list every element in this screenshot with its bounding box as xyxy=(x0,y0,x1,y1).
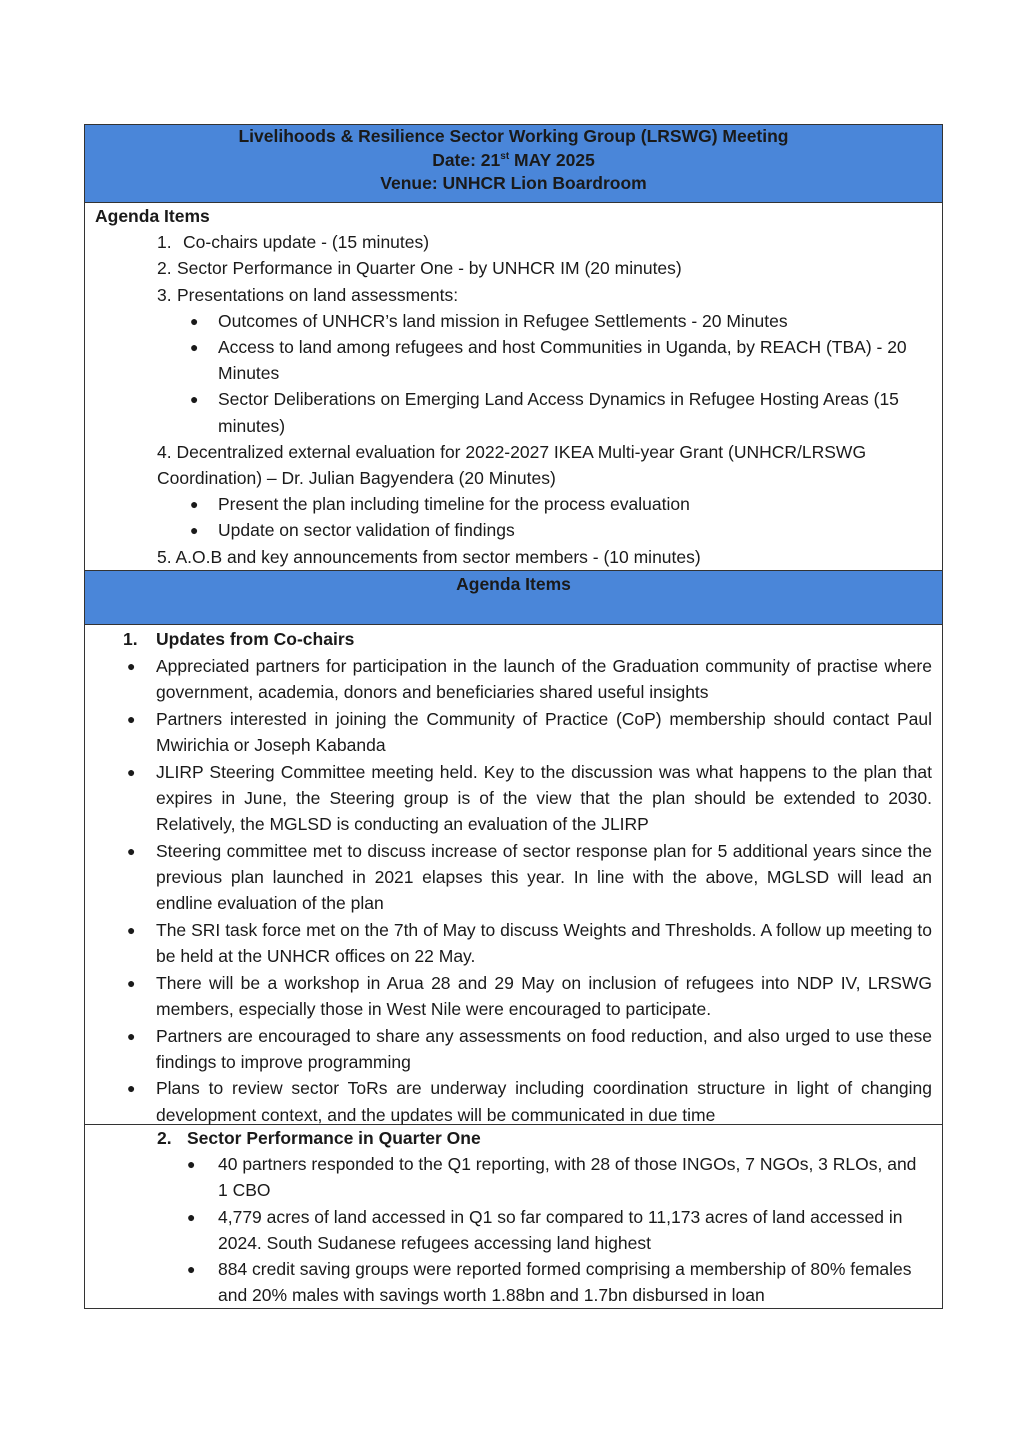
agenda-item-3-bullet: ● Outcomes of UNHCR’s land mission in Refugee Settlements - 20 Minutes xyxy=(95,308,932,334)
update-bullet: ● Partners are encouraged to share any assessments on food reduction, and also urged to use these findings to improve programming xyxy=(123,1023,932,1075)
bullet-icon: ● xyxy=(127,974,136,991)
bullet-icon: ● xyxy=(190,522,199,539)
agenda-item-4-bullet: ● Present the plan including timeline for the process evaluation xyxy=(95,491,932,517)
bullet-icon: ● xyxy=(190,496,199,513)
performance-heading: 2. Sector Performance in Quarter One xyxy=(157,1128,481,1148)
agenda-item-4: 4. Decentralized external evaluation for 2022-2027 IKEA Multi-year Grant (UNHCR/LRSWG Coordination) – Dr. Julian Bagyendera (20 Minutes) xyxy=(157,441,867,489)
agenda-item-4-bullet: ● Update on sector validation of findings xyxy=(95,517,932,543)
agenda-title: Agenda Items xyxy=(95,206,210,226)
update-bullet: ● Partners interested in joining the Community of Practice (CoP) membership should contact Paul Mwirichia or Joseph Kabanda xyxy=(123,706,932,758)
agenda-items-band xyxy=(85,571,942,625)
agenda-item-5: 5. A.O.B and key announcements from sector members - (10 minutes) xyxy=(157,546,701,567)
bullet-icon: ● xyxy=(127,1027,136,1044)
bullet-icon: ● xyxy=(190,339,199,356)
agenda-item-3-bullet: ● Sector Deliberations on Emerging Land Access Dynamics in Refugee Hosting Areas (15 minutes) xyxy=(95,386,932,438)
bullet-icon: ● xyxy=(187,1208,196,1225)
agenda-item-3-bullet: ● Access to land among refugees and host Communities in Uganda, by REACH (TBA) - 20 Minutes xyxy=(95,334,932,386)
agenda-item-3: 3. Presentations on land assessments: xyxy=(157,284,459,305)
performance-bullet: ● 4,779 acres of land accessed in Q1 so far compared to 11,173 acres of land accessed in 2024. South Sudanese refugees accessing land highest xyxy=(157,1204,932,1256)
updates-heading: 1. Updates from Co-chairs xyxy=(123,629,355,649)
bullet-icon: ● xyxy=(127,921,136,938)
minutes-table xyxy=(84,124,943,1309)
meeting-header xyxy=(85,125,942,203)
agenda-section xyxy=(85,203,942,571)
performance-bullet: ● 40 partners responded to the Q1 reporting, with 28 of those INGOs, 7 NGOs, 3 RLOs, and 1 CBO xyxy=(157,1151,932,1203)
update-bullet: ● Plans to review sector ToRs are underway including coordination structure in light of changing development context, and the updates will be communicated in due time xyxy=(123,1075,932,1127)
bullet-icon: ● xyxy=(127,763,136,780)
agenda-item-2: 2. Sector Performance in Quarter One - by UNHCR IM (20 minutes) xyxy=(157,258,682,279)
update-bullet: ● The SRI task force met on the 7th of May to discuss Weights and Thresholds. A follow up meeting to be held at the UNHCR offices on 22 May. xyxy=(123,917,932,969)
bullet-icon: ● xyxy=(127,657,136,674)
bullet-icon: ● xyxy=(190,391,199,408)
bullet-icon: ● xyxy=(190,312,199,329)
updates-section xyxy=(85,625,942,1125)
bullet-icon: ● xyxy=(127,710,136,727)
bullet-icon: ● xyxy=(127,842,136,859)
agenda-item-1: 1. Co-chairs update - (15 minutes) xyxy=(157,232,430,253)
update-bullet: ● There will be a workshop in Arua 28 and 29 May on inclusion of refugees into NDP IV, LRSWG members, especially those in West Nile were encouraged to participate. xyxy=(123,970,932,1022)
bullet-icon: ● xyxy=(127,1080,136,1097)
band-title: Agenda Items xyxy=(456,574,571,594)
meeting-title: Livelihoods & Resilience Sector Working Group (LRSWG) Meeting xyxy=(238,126,789,146)
update-bullet: ● JLIRP Steering Committee meeting held. Key to the discussion was what happens to the plan that expires in June, the Steering group is of the view that the plan should be extended to 2030. Relatively, the MGLSD is conducting an evaluation of the JLIRP xyxy=(123,759,932,838)
update-bullet: ● Appreciated partners for participation in the launch of the Graduation community of practise where government, academia, donors and beneficiaries shared useful insights xyxy=(123,653,932,705)
update-bullet: ● Steering committee met to discuss increase of sector response plan for 5 additional years since the previous plan launched in 2021 elapses this year. In line with the above, MGLSD will lead an endline evaluation of the plan xyxy=(123,838,932,917)
meeting-date: Date: 21st MAY 2025 xyxy=(432,149,595,170)
performance-section xyxy=(85,1125,942,1308)
bullet-icon: ● xyxy=(187,1156,196,1173)
bullet-icon: ● xyxy=(187,1261,196,1278)
performance-bullet: ● 884 credit saving groups were reported formed comprising a membership of 80% females and 20% males with savings worth 1.88bn and 1.7bn disbursed in loan xyxy=(157,1256,932,1308)
meeting-venue: Venue: UNHCR Lion Boardroom xyxy=(380,173,647,193)
